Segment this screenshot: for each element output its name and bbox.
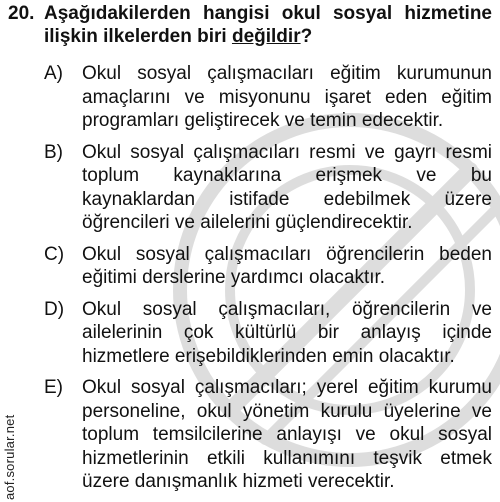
option-letter: E) [44,377,63,398]
option-c[interactable] [44,243,492,290]
question-header [8,2,492,48]
question-number: 20. [8,3,35,24]
option-text: Okul sosyal çalışmacıları öğrencilerin beden eğitimi derslerine yardımcı olacaktır. [82,243,492,288]
option-text: Okul sosyal çalışmacıları; yerel eğitim kurumu personeline, okul yönetim kurulu üyelerine ve toplum temsilcilerine anlayışı ve okul sosyal hizmetlerinin etkili kullanımını teşvik etmek üzere danışmanlık hizmeti verecektir. [82,377,492,492]
stem-negation: değildir [231,26,301,47]
option-e[interactable] [44,376,492,494]
stem-end: ? [300,26,313,47]
option-text: Okul sosyal çalışmacıları eğitim kurumunun amaçlarını ve misyonunu işaret eden eğitim programları geliştirecek ve temin edecektir. [82,63,492,131]
option-b[interactable] [44,141,492,235]
side-watermark: aof.sorular.net [2,414,17,500]
option-letter: D) [44,298,65,320]
question-stem [44,2,492,48]
option-letter: B) [44,141,63,163]
options-list [44,62,492,494]
option-text: Okul sosyal çalışmacıları resmi ve gayrı resmi toplum kaynaklarına erişmek ve bu kaynaklardan istifade edebilmek üzere öğrencileri ve ailelerini güçlendirecektir. [82,141,492,233]
option-d[interactable] [44,298,492,369]
question-block [8,2,492,502]
stem-text: Aşağıdakilerden hangisi okul sosyal hizmetine ilişkin ilkelerden biri [44,3,492,47]
option-letter: C) [44,243,65,265]
option-letter: A) [44,63,63,84]
option-a[interactable] [44,62,492,133]
option-text: Okul sosyal çalışmacıları, öğrencilerin ve ailelerinin çok kültürlü bir anlayış içinde hizmetlere erişebildiklerinden emin olacaktır. [82,298,492,367]
